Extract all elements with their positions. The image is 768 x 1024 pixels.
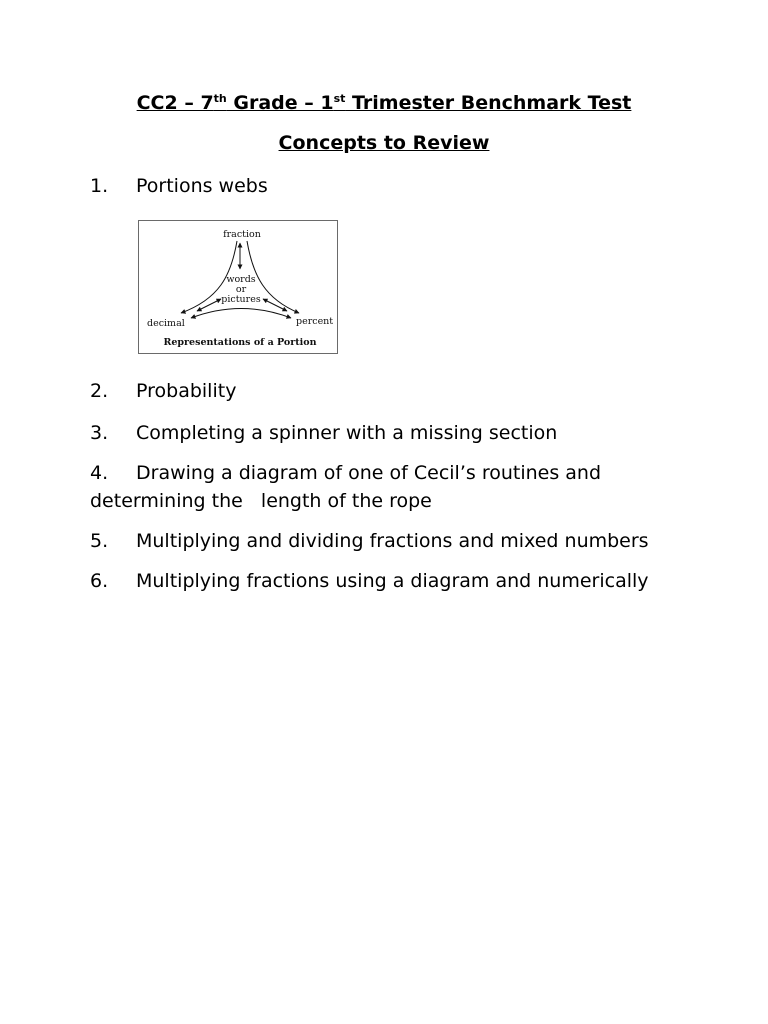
list-item-number: 2. <box>90 380 109 402</box>
list-item <box>90 172 268 200</box>
title-part-3: Trimester Benchmark Test <box>345 92 632 114</box>
list-item <box>90 459 601 515</box>
title-superscript-st: st <box>333 92 346 105</box>
portion-web-diagram <box>139 221 337 353</box>
list-item-continuation: determining the length of the rope <box>90 490 432 512</box>
page-subtitle: Concepts to Review <box>278 132 490 154</box>
web-label-percent: percent <box>296 316 334 327</box>
list-item-text: Multiplying fractions using a diagram and numerically <box>136 570 649 592</box>
page-title <box>0 92 768 114</box>
web-label-fraction: fraction <box>223 229 261 240</box>
figure-caption: Representations of a Portion <box>163 337 317 348</box>
title-part-2: Grade – 1 <box>226 92 334 114</box>
list-item-number: 3. <box>90 422 109 444</box>
list-item-text: Drawing a diagram of one of Cecil’s routines and <box>136 462 602 484</box>
list-item-number: 4. <box>90 462 109 484</box>
list-item-text: Multiplying and dividing fractions and mixed numbers <box>136 530 649 552</box>
list-item <box>90 567 649 595</box>
title-superscript-th: th <box>213 92 227 105</box>
web-label-decimal: decimal <box>147 318 185 329</box>
list-item-number: 6. <box>90 570 109 592</box>
web-label-words: words <box>226 274 256 285</box>
list-item <box>90 419 557 447</box>
arrow-decimal-percent <box>191 309 291 319</box>
list-item <box>90 527 649 555</box>
list-item <box>90 377 236 405</box>
list-item-text: Portions webs <box>136 175 268 197</box>
list-item-text: Probability <box>136 380 237 402</box>
web-label-pictures: pictures <box>221 294 261 305</box>
list-item-number: 5. <box>90 530 109 552</box>
portion-web-figure <box>138 220 338 354</box>
title-part-1: CC2 – 7 <box>136 92 214 114</box>
web-label-or: or <box>235 284 247 295</box>
list-item-number: 1. <box>90 175 109 197</box>
arrow-decimal-words <box>197 299 221 311</box>
list-item-text: Completing a spinner with a missing section <box>136 422 558 444</box>
